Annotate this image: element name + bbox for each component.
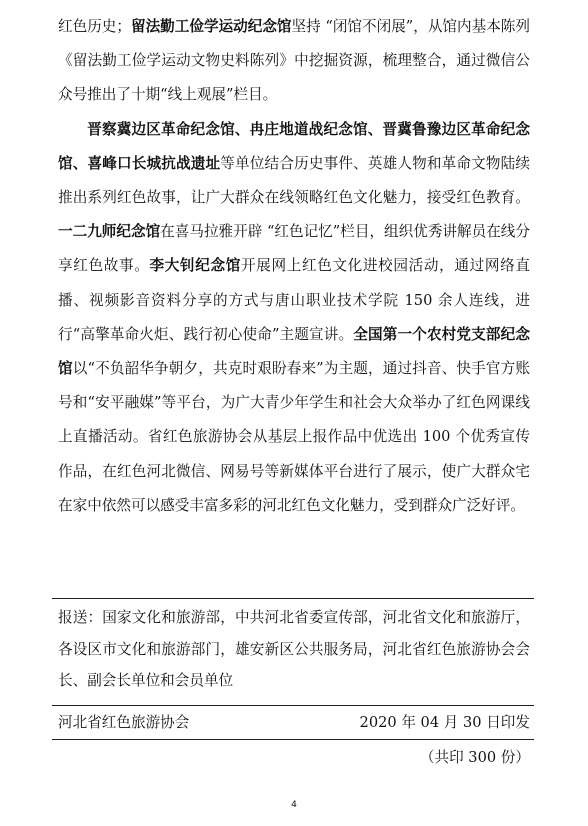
p1-bold-museum: 留法勤工俭学运动纪念馆	[130, 18, 292, 35]
p2-text-3: 开展网上红色文化进校园活动，通过网络直播、视频影音资料分享的方式与唐山职业技术学院 150 余人连线，进行“高擎革命火炬、践行初心使命”主题宣讲。	[58, 257, 530, 343]
p2-bold-1: 晋察冀边区革命纪念馆、冉庄地道战纪念馆、晋冀鲁豫边区革命纪念馆、喜峰口长城抗战遗址	[58, 120, 530, 172]
p2-bold-2: 一二九师纪念馆	[58, 223, 161, 241]
p2-text-4: 以“不负韶华争朝夕，共克时艰盼春来”为主题，通过抖音、快手官方账号和“安平融媒”等平台，为广大青少年学生和社会大众举办了红色网课线上直播活动。省红色旅游协会从基层上报作品中优选出 100 个优秀宣传作品，在红色河北微信、网易号等新媒体平台进行了展示，使广大群众宅在家中依然可以感受丰富多彩的河北红色文化魅力，受到群众广泛好评。	[58, 360, 530, 514]
p2-bold-3: 李大钊纪念馆	[149, 257, 241, 275]
p1-text-1: 红色历史；	[58, 18, 131, 35]
body-text	[58, 10, 530, 523]
rule-top	[52, 598, 534, 599]
paragraph-1	[58, 10, 530, 113]
rule-middle	[52, 705, 534, 706]
sendto-block: 报送：国家文化和旅游部，中共河北省委宣传部，河北省文化和旅游厅，各设区市文化和旅游部门，雄安新区公共服务局，河北省红色旅游协会会长、副会长单位和会员单位	[58, 609, 530, 689]
p2-text-1: 等单位结合历史事件、英雄人物和革命文物陆续推出系列红色故事，让广大群众在线领略红色文化魅力，接受红色教育。	[58, 154, 530, 207]
issue-date: 2020 年 04 月 30 日印发	[359, 714, 530, 731]
paragraph-2	[58, 113, 530, 523]
copies-count: （共印 300 份）	[419, 749, 530, 766]
page-number: 4	[291, 800, 297, 810]
issuer-row	[58, 710, 530, 736]
p2-bold-4: 全国第一个农村党支部纪念馆	[58, 325, 530, 378]
p2-text-2: 在喜马拉雅开辟 “红色记忆”栏目，组织优秀讲解员在线分享红色故事。	[58, 223, 530, 275]
p1-text-2: 坚持 “闭馆不闭展”，从馆内基本陈列《留法勤工俭学运动文物史料陈列》中挖掘资源，梳理整合，通过微信公众号推出了十期“线上观展”栏目。	[58, 18, 530, 104]
rule-bottom	[52, 739, 534, 740]
issuer-name: 河北省红色旅游协会	[58, 714, 190, 731]
